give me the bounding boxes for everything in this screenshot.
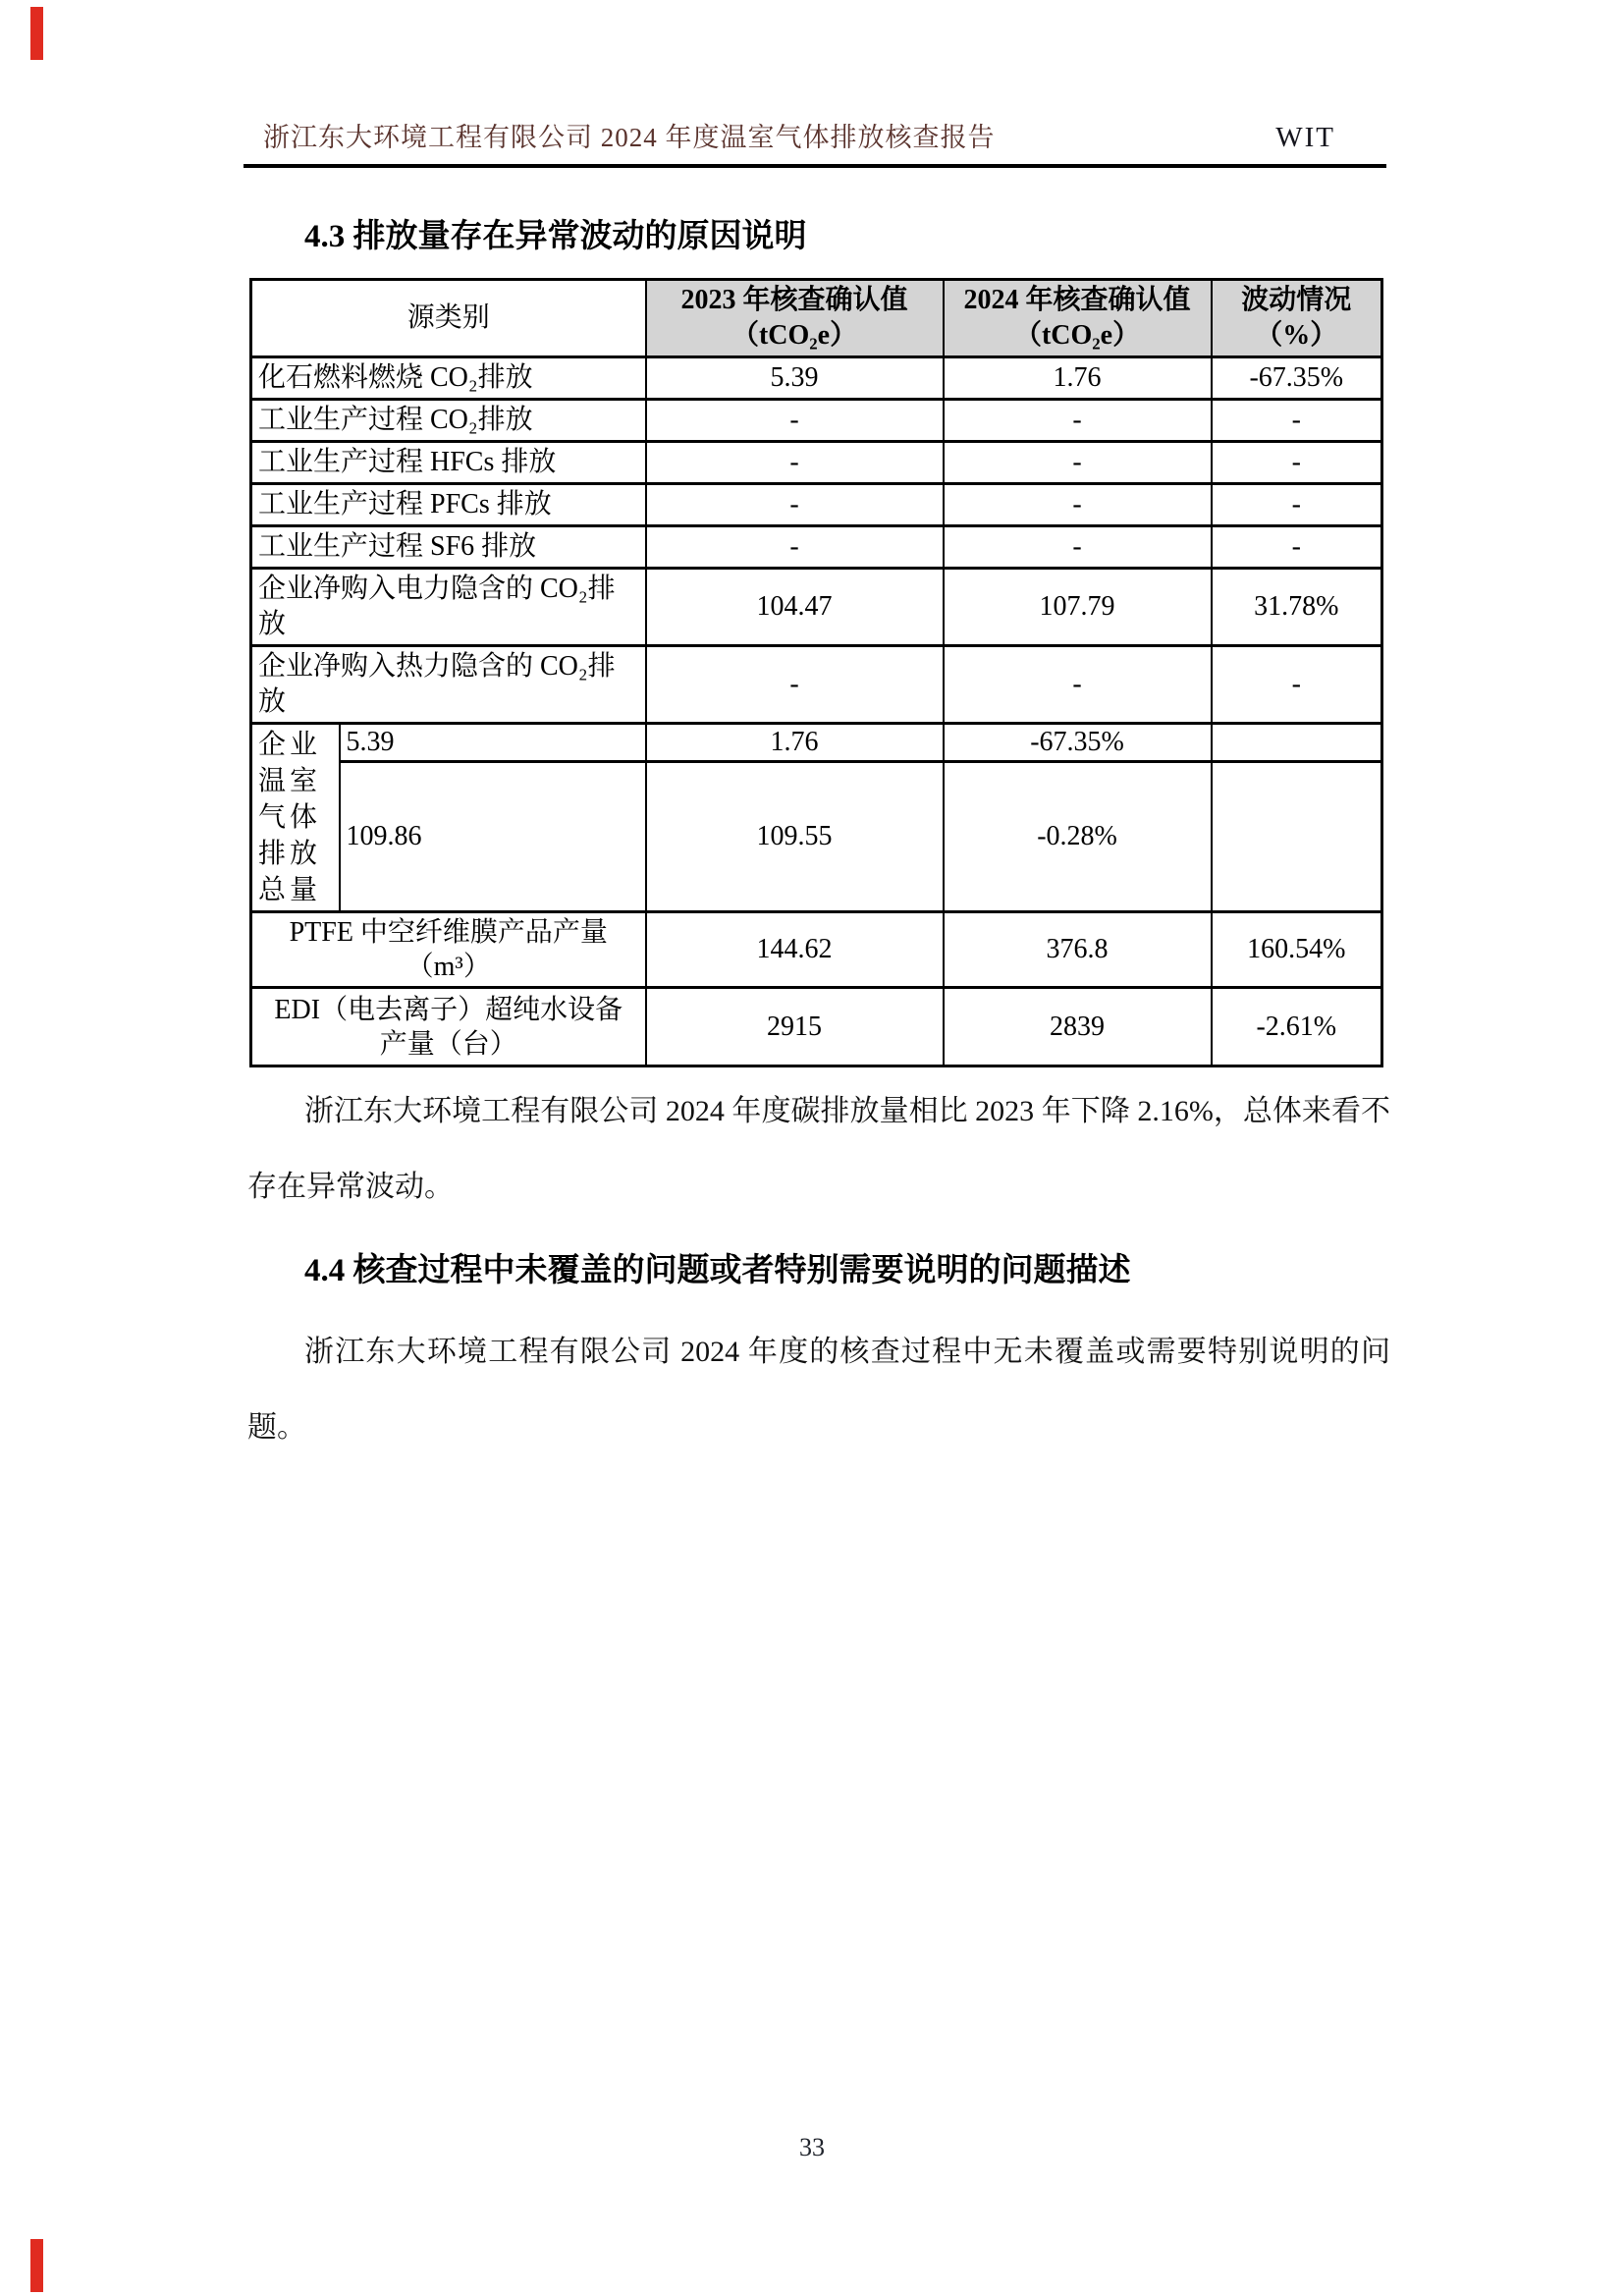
col-header-2024-line2: （tCO₂e） [1013, 320, 1141, 351]
cell-2024: - [944, 646, 1212, 724]
cell-total-c3: -67.35% [944, 724, 1212, 762]
row-label: 化石燃料燃烧 CO₂排放 [251, 357, 646, 400]
cell-total-c2: 1.76 [646, 724, 944, 762]
paragraph-4-3: 浙江东大环境工程有限公司 2024 年度碳排放量相比 2023 年下降 2.16%，总体来看不存在异常波动。 [247, 1095, 1390, 1203]
table-row-process-sf6 [251, 526, 1382, 569]
row-label-line1: EDI（电去离子）超纯水设备 [274, 994, 623, 1025]
cell-change: - [1212, 400, 1382, 442]
row-label: 工业生产过程 SF6 排放 [251, 526, 646, 569]
total-group-label: 企业温室气体排放总量 [251, 724, 340, 912]
cell-2024: - [944, 484, 1212, 526]
cell-2023: 104.47 [646, 569, 944, 646]
table-row-process-pfcs [251, 484, 1382, 526]
row-label-line2: 产量（台） [379, 1028, 517, 1060]
cell-change: 31.78% [1212, 569, 1382, 646]
cell-total-c4 [1212, 724, 1382, 762]
col-header-change [1212, 280, 1382, 357]
row-label: 工业生产过程 HFCs 排放 [251, 442, 646, 484]
cell-total-c1: 5.39 [340, 724, 646, 762]
col-header-source: 源类别 [251, 280, 646, 357]
table-header-row [251, 280, 1382, 357]
cell-change: -67.35% [1212, 357, 1382, 400]
page-number: 33 [799, 2133, 825, 2161]
cell-2023: - [646, 526, 944, 569]
cell-2024: 2839 [944, 988, 1212, 1066]
cell-2024: - [944, 526, 1212, 569]
table-row-total-sub2 [251, 762, 1382, 912]
row-label: 工业生产过程 PFCs 排放 [251, 484, 646, 526]
cell-change: - [1212, 526, 1382, 569]
table-row-ptfe-output [251, 912, 1382, 988]
cell-2023: 2915 [646, 988, 944, 1066]
page-header [244, 116, 1386, 168]
cell-2024: 376.8 [944, 912, 1212, 988]
cell-change: - [1212, 646, 1382, 724]
row-label: 企业净购入热力隐含的 CO₂排放 [251, 646, 646, 724]
section-4-3-heading: 4.3 排放量存在异常波动的原因说明 [304, 219, 807, 254]
row-label-line2: （m³） [406, 952, 491, 982]
cell-2024: - [944, 400, 1212, 442]
cell-total-c4 [1212, 762, 1382, 912]
col-header-change-line2: （%） [1255, 320, 1338, 351]
page-content [247, 210, 1390, 1465]
cell-change: 160.54% [1212, 912, 1382, 988]
emission-fluctuation-table [249, 278, 1383, 1067]
cell-total-c3: -0.28% [944, 762, 1212, 912]
cell-2023: 144.62 [646, 912, 944, 988]
red-corner-mark-top [30, 7, 43, 60]
col-header-change-line1: 波动情况 [1241, 285, 1352, 315]
row-label [251, 988, 646, 1066]
cell-2023: 5.39 [646, 357, 944, 400]
paragraph-4-4: 浙江东大环境工程有限公司 2024 年度的核查过程中无未覆盖或需要特别说明的问题。 [247, 1336, 1390, 1444]
table-row-fossil-fuel [251, 357, 1382, 400]
col-header-2024 [944, 280, 1212, 357]
cell-2023: - [646, 646, 944, 724]
row-label-line1: PTFE 中空纤维膜产品产量 [289, 917, 608, 948]
header-report-title: 浙江东大环境工程有限公司 2024 年度温室气体排放核查报告 [263, 123, 996, 152]
cell-total-c2: 109.55 [646, 762, 944, 912]
col-header-2023-line1: 2023 年核查确认值 [680, 285, 908, 315]
cell-change: -2.61% [1212, 988, 1382, 1066]
cell-total-c1: 109.86 [340, 762, 646, 912]
red-corner-mark-bottom [30, 2239, 43, 2292]
section-4-4-heading: 4.4 核查过程中未覆盖的问题或者特别需要说明的问题描述 [304, 1253, 1131, 1288]
table-row-edi-output [251, 988, 1382, 1066]
cell-change: - [1212, 442, 1382, 484]
cell-2023: - [646, 400, 944, 442]
row-label: 工业生产过程 CO₂排放 [251, 400, 646, 442]
cell-2023: - [646, 442, 944, 484]
col-header-2023 [646, 280, 944, 357]
col-header-2023-line2: （tCO₂e） [731, 320, 858, 351]
cell-2024: 107.79 [944, 569, 1212, 646]
cell-2024: - [944, 442, 1212, 484]
header-logo-text: WIT [1275, 122, 1335, 153]
table-row-electricity [251, 569, 1382, 646]
row-label: 企业净购入电力隐含的 CO₂排放 [251, 569, 646, 646]
cell-2024: 1.76 [944, 357, 1212, 400]
cell-2023: - [646, 484, 944, 526]
table-row-total-sub1 [251, 724, 1382, 762]
col-header-2024-line1: 2024 年核查确认值 [963, 285, 1191, 315]
row-label [251, 912, 646, 988]
table-row-process-co2 [251, 400, 1382, 442]
cell-change: - [1212, 484, 1382, 526]
table-row-process-hfcs [251, 442, 1382, 484]
table-row-heat [251, 646, 1382, 724]
